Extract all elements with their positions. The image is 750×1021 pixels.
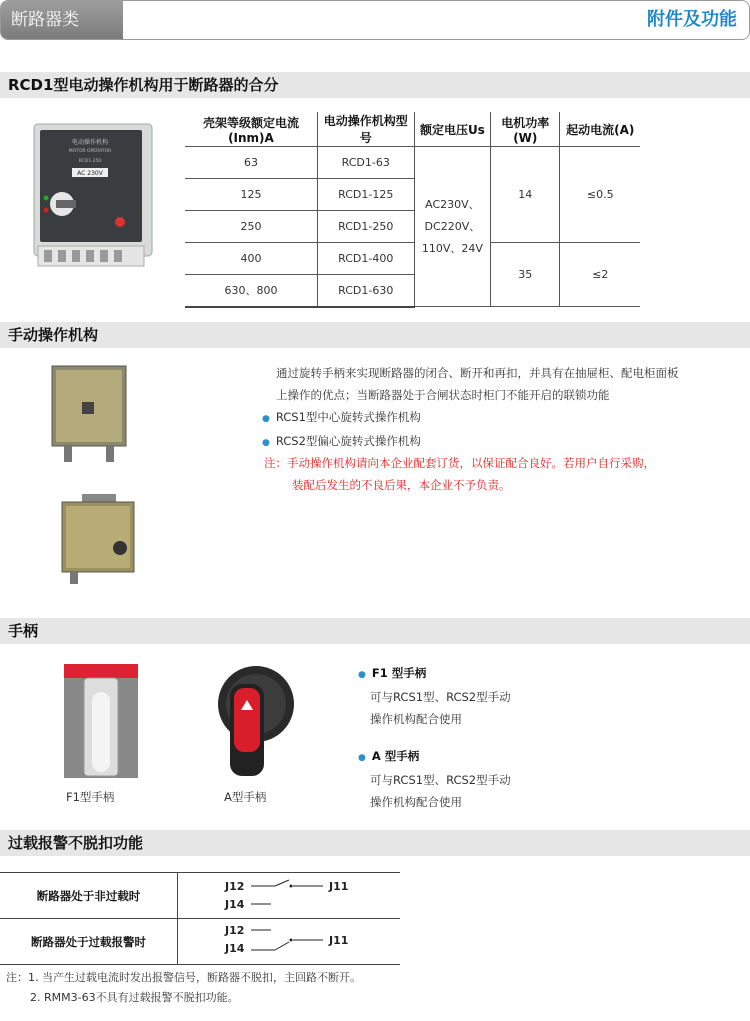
col-header-power: 电机功率(W): [491, 112, 560, 147]
cell-current: 63: [185, 147, 317, 179]
voltage-line: AC230V、: [425, 197, 480, 211]
cell-model: RCD1-250: [317, 211, 414, 243]
table-row: [0, 873, 400, 919]
manual-desc-line2: 上操作的优点；当断路器处于合闸状态时柜门不能开启的联锁功能: [276, 388, 610, 402]
cell-model: RCD1-630: [317, 275, 414, 307]
manual-desc-line1: 通过旋转手柄来实现断路器的闭合、断开和再扣，并具有在抽屉柜、配电柜面板: [276, 366, 679, 380]
f1-caption: F1型手柄: [66, 790, 115, 804]
a-handle-image: [216, 660, 296, 778]
manual-note-line2: 装配后发生的不良后果，本企业不予负责。: [292, 478, 511, 492]
cell-model: RCD1-63: [317, 147, 414, 179]
a-desc-line2: 操作机构配合使用: [370, 795, 462, 809]
manual-list: [262, 406, 742, 454]
bullet-icon: ●: [262, 438, 270, 448]
a-title: A 型手柄: [371, 749, 420, 763]
rcs2-mechanism-image: [56, 492, 141, 587]
cell-power: 14: [491, 147, 560, 243]
col-header-current: 壳架等级额定电流(Inm)A: [185, 112, 317, 147]
a-caption: A型手柄: [224, 790, 267, 804]
cell-voltage: [414, 147, 491, 307]
manual-desc: [276, 362, 746, 406]
voltage-line: DC220V、: [424, 219, 481, 233]
a-handle-desc: [358, 745, 738, 813]
cell-current: 630、800: [185, 275, 317, 307]
list-item-label: RCS2型偏心旋转式操作机构: [275, 434, 421, 448]
table-row: [185, 147, 640, 179]
note-line2: 2. RMM3-63不具有过载报警不脱扣功能。: [30, 991, 239, 1004]
j14-label: J14: [225, 898, 245, 911]
rcs1-mechanism-image: [48, 362, 133, 464]
f1-desc-line2: 操作机构配合使用: [370, 712, 462, 726]
bullet-icon: ●: [358, 670, 366, 680]
device-label-model: RCD1-250: [78, 159, 102, 164]
cell-model: RCD1-125: [317, 179, 414, 211]
list-item: [262, 406, 742, 430]
section-title: 附件及功能: [647, 9, 737, 30]
f1-title: F1 型手柄: [371, 666, 427, 680]
motor-operator-image: [30, 122, 158, 274]
cell-model: RCD1-400: [317, 243, 414, 275]
col-header-model: 电动操作机构型号: [317, 112, 414, 147]
section-header-rcd1: RCD1型电动操作机构用于断路器的合分: [0, 72, 750, 98]
alarm-state-overload: 断路器处于过载报警时: [0, 919, 178, 965]
list-item: [262, 430, 742, 454]
cell-power: 35: [491, 243, 560, 307]
manual-note-line1: 注：手动操作机构请向本企业配套订货，以保证配合良好。若用户自行采购，: [264, 456, 655, 470]
j11-label: J11: [329, 934, 349, 947]
col-header-start-current: 起动电流(A): [560, 112, 640, 147]
bottom-notes: [6, 968, 746, 1008]
section-header-manual: 手动操作机构: [0, 322, 750, 348]
cell-start-current: ≤2: [560, 243, 640, 307]
contact-diagram-normal: [178, 873, 401, 919]
contact-diagram-overload: [178, 919, 401, 965]
device-label-cn: 电动操作机构: [71, 139, 109, 146]
note-line1: 1. 当产生过载电流时发出报警信号，断路器不脱扣，主回路不断开。: [28, 971, 361, 984]
list-item-label: RCS1型中心旋转式操作机构: [275, 410, 421, 424]
category-label: 断路器类: [1, 1, 123, 39]
f1-handle-image: [62, 662, 140, 780]
device-label-en: MOTOR OPERATOR: [68, 149, 112, 154]
j12-label: J12: [225, 924, 245, 937]
bullet-icon: ●: [262, 414, 270, 424]
j14-label: J14: [225, 942, 245, 955]
bullet-icon: ●: [358, 753, 366, 763]
a-desc-line1: 可与RCS1型、RCS2型手动: [370, 773, 511, 787]
f1-handle-desc: [358, 662, 738, 730]
cell-start-current: ≤0.5: [560, 147, 640, 243]
f1-desc-line1: 可与RCS1型、RCS2型手动: [370, 690, 511, 704]
section-header-handle: 手柄: [0, 618, 750, 644]
j12-label: J12: [225, 880, 245, 893]
alarm-state-normal: 断路器处于非过载时: [0, 873, 178, 919]
notes-prefix: 注：: [6, 971, 28, 984]
alarm-table: [0, 872, 400, 965]
col-header-voltage: 额定电压Us: [414, 112, 491, 147]
j11-label: J11: [329, 880, 349, 893]
device-label-voltage: AC 230V: [77, 170, 103, 177]
table-row: [185, 243, 640, 275]
rcd1-spec-table: [185, 112, 640, 308]
voltage-line: 110V、24V: [421, 241, 483, 255]
cell-current: 125: [185, 179, 317, 211]
manual-note: [264, 452, 744, 496]
cell-current: 400: [185, 243, 317, 275]
cell-current: 250: [185, 211, 317, 243]
section-header-alarm: 过载报警不脱扣功能: [0, 830, 750, 856]
top-header: [0, 0, 750, 40]
table-row: [0, 919, 400, 965]
